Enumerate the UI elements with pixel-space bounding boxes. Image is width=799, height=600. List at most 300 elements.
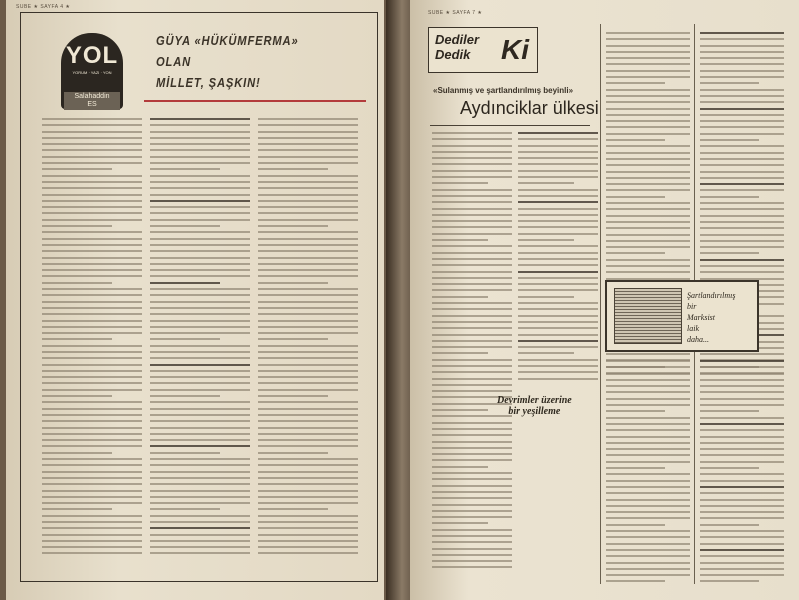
text-line <box>432 151 512 153</box>
text-line <box>432 334 512 336</box>
text-line <box>700 133 784 135</box>
text-line <box>606 423 690 425</box>
text-line <box>518 145 598 147</box>
text-line <box>258 118 358 120</box>
text-line <box>258 313 358 315</box>
text-line <box>150 540 250 542</box>
text-line <box>432 516 512 518</box>
text-line <box>258 275 358 277</box>
text-line <box>150 244 250 246</box>
text-line <box>700 240 784 242</box>
text-line <box>432 409 488 411</box>
text-line <box>258 414 358 416</box>
text-line <box>258 445 358 447</box>
text-line <box>432 296 488 298</box>
text-line <box>150 156 250 158</box>
text-line <box>432 321 512 323</box>
text-line <box>42 238 142 240</box>
text-line <box>432 535 512 537</box>
text-line <box>258 477 358 479</box>
text-line <box>432 189 512 191</box>
text-line <box>606 454 690 456</box>
text-line <box>432 434 512 436</box>
text-line <box>150 502 250 504</box>
text-line <box>606 373 690 375</box>
left-page <box>6 0 384 600</box>
text-line <box>518 334 598 336</box>
text-line <box>42 149 142 151</box>
text-line <box>42 338 112 340</box>
text-line <box>432 384 512 386</box>
text-line <box>150 326 250 328</box>
text-line <box>432 529 512 531</box>
text-line <box>42 546 142 548</box>
text-line <box>518 176 598 178</box>
inset-line-2: bir <box>687 302 697 311</box>
text-line <box>700 234 784 236</box>
text-line <box>700 208 784 210</box>
text-line <box>518 277 598 279</box>
text-line <box>432 277 512 279</box>
text-line <box>606 95 690 97</box>
text-line <box>42 181 142 183</box>
text-line <box>258 162 358 164</box>
text-line <box>606 480 690 482</box>
text-line <box>42 301 142 303</box>
text-column-1 <box>42 118 142 559</box>
text-line <box>42 464 142 466</box>
text-line <box>258 508 328 510</box>
text-line <box>432 283 512 285</box>
text-line <box>150 552 250 554</box>
text-line <box>606 499 690 501</box>
text-line <box>258 332 358 334</box>
text-line <box>150 515 250 517</box>
text-line <box>432 138 512 140</box>
text-line <box>700 265 784 267</box>
text-line <box>258 288 358 290</box>
text-line <box>258 345 358 347</box>
text-line <box>432 447 512 449</box>
text-line <box>258 219 358 221</box>
text-line <box>700 442 784 444</box>
text-line <box>606 45 690 47</box>
text-line <box>518 327 598 329</box>
text-line <box>42 401 142 403</box>
text-line <box>606 536 690 538</box>
text-line <box>258 496 358 498</box>
text-line <box>700 221 784 223</box>
text-line <box>150 288 250 290</box>
text-line <box>432 195 512 197</box>
text-line <box>258 194 358 196</box>
text-line <box>150 231 250 233</box>
text-line <box>606 398 690 400</box>
text-line <box>150 408 250 410</box>
text-line <box>42 282 112 284</box>
text-line <box>606 265 690 267</box>
text-line <box>42 250 142 252</box>
author-name: Salahaddin <box>74 93 110 100</box>
text-line <box>432 340 512 342</box>
right-text-column-6 <box>700 360 784 587</box>
text-line <box>150 313 250 315</box>
text-line <box>258 395 328 397</box>
text-line <box>700 360 784 362</box>
text-line <box>432 252 512 254</box>
text-line <box>518 132 598 134</box>
text-line <box>150 181 250 183</box>
text-line <box>150 307 250 309</box>
text-line <box>42 162 142 164</box>
text-line <box>700 152 784 154</box>
text-line <box>42 471 142 473</box>
text-line <box>518 214 598 216</box>
text-line <box>518 346 598 348</box>
text-line <box>42 307 142 309</box>
text-line <box>432 497 512 499</box>
text-line <box>42 206 142 208</box>
text-line <box>150 471 250 473</box>
text-line <box>432 214 512 216</box>
text-line <box>700 517 784 519</box>
text-line <box>432 504 512 506</box>
inset-box <box>605 280 759 352</box>
text-line <box>42 534 142 536</box>
text-line <box>700 120 784 122</box>
text-line <box>258 187 358 189</box>
text-line <box>42 414 142 416</box>
italic-head-line-1: Devrimler üzerine <box>497 395 572 406</box>
text-line <box>258 351 358 353</box>
text-line <box>432 170 512 172</box>
inset-caption <box>687 290 735 345</box>
text-line <box>518 378 598 380</box>
text-line <box>606 486 690 488</box>
text-line <box>150 206 250 208</box>
text-line <box>700 511 784 513</box>
text-line <box>700 89 784 91</box>
text-line <box>42 257 142 259</box>
text-line <box>700 101 784 103</box>
text-line <box>606 448 690 450</box>
text-line <box>150 275 250 277</box>
text-line <box>432 327 512 329</box>
text-line <box>42 263 142 265</box>
text-line <box>150 382 250 384</box>
text-line <box>150 294 250 296</box>
text-line <box>432 239 488 241</box>
text-line <box>258 357 358 359</box>
text-line <box>606 524 665 526</box>
text-line <box>700 410 759 412</box>
text-line <box>606 404 690 406</box>
dedi-logo-text <box>435 32 479 62</box>
text-line <box>258 433 358 435</box>
text-line <box>258 326 358 328</box>
text-line <box>518 321 598 323</box>
article-title: Aydınciklar ülkesi <box>460 98 599 118</box>
text-line <box>606 271 690 273</box>
text-line <box>42 156 142 158</box>
text-line <box>150 370 250 372</box>
text-line <box>606 574 690 576</box>
text-line <box>518 365 598 367</box>
text-line <box>150 137 250 139</box>
text-line <box>606 196 665 198</box>
text-line <box>700 549 784 551</box>
text-line <box>700 505 784 507</box>
text-line <box>150 212 250 214</box>
text-line <box>258 420 358 422</box>
text-line <box>258 143 358 145</box>
text-line <box>606 461 690 463</box>
text-line <box>518 233 598 235</box>
text-line <box>606 38 690 40</box>
text-line <box>518 352 574 354</box>
text-line <box>258 534 358 536</box>
text-line <box>258 452 328 454</box>
text-line <box>42 244 142 246</box>
text-line <box>518 296 574 298</box>
text-line <box>700 574 784 576</box>
text-line <box>518 195 598 197</box>
text-line <box>700 473 784 475</box>
text-line <box>518 359 598 361</box>
text-line <box>42 490 142 492</box>
text-line <box>150 458 250 460</box>
text-line <box>518 157 598 159</box>
text-line <box>432 378 512 380</box>
text-line <box>432 302 512 304</box>
text-line <box>150 143 250 145</box>
dedi-ki: Ki <box>501 34 529 65</box>
text-line <box>150 345 250 347</box>
text-line <box>606 76 690 78</box>
text-line <box>518 226 598 228</box>
text-line <box>432 264 512 266</box>
text-line <box>700 82 759 84</box>
text-line <box>700 562 784 564</box>
text-line <box>150 464 250 466</box>
text-line <box>150 483 250 485</box>
text-line <box>150 496 250 498</box>
text-line <box>606 429 690 431</box>
text-line <box>150 389 250 391</box>
text-line <box>606 442 690 444</box>
text-line <box>606 517 690 519</box>
text-column-2 <box>150 118 250 559</box>
text-line <box>700 145 784 147</box>
text-line <box>42 326 142 328</box>
text-line <box>606 530 690 532</box>
text-line <box>42 131 142 133</box>
text-line <box>606 114 690 116</box>
text-line <box>258 168 328 170</box>
text-line <box>518 252 598 254</box>
text-line <box>432 554 512 556</box>
text-line <box>258 370 358 372</box>
text-line <box>258 427 358 429</box>
headline-line-2: MİLLET, ŞAŞKIN! <box>156 75 261 90</box>
text-line <box>432 145 512 147</box>
text-line <box>700 404 784 406</box>
text-line <box>42 433 142 435</box>
text-line <box>432 289 512 291</box>
text-line <box>150 490 250 492</box>
text-line <box>150 508 220 510</box>
text-line <box>700 108 784 110</box>
inset-line-5: daha... <box>687 335 709 344</box>
text-line <box>700 196 759 198</box>
text-line <box>150 124 250 126</box>
text-line <box>258 439 358 441</box>
text-line <box>150 250 250 252</box>
text-line <box>606 234 690 236</box>
text-line <box>42 345 142 347</box>
text-line <box>150 420 250 422</box>
text-line <box>606 417 690 419</box>
headline <box>156 30 328 93</box>
text-line <box>700 158 784 160</box>
text-line <box>150 225 220 227</box>
text-line <box>700 429 784 431</box>
text-line <box>606 171 690 173</box>
text-line <box>606 467 665 469</box>
text-line <box>700 215 784 217</box>
text-line <box>42 496 142 498</box>
text-line <box>42 382 142 384</box>
text-line <box>150 477 250 479</box>
text-line <box>42 439 142 441</box>
text-line <box>606 145 690 147</box>
text-line <box>432 466 488 468</box>
text-line <box>700 171 784 173</box>
dedi-line-2: Dedik <box>435 47 471 62</box>
text-line <box>432 308 512 310</box>
text-line <box>42 452 112 454</box>
text-line <box>700 379 784 381</box>
text-line <box>150 238 250 240</box>
text-line <box>42 313 142 315</box>
text-line <box>606 549 690 551</box>
text-line <box>432 541 512 543</box>
text-line <box>432 560 512 562</box>
text-line <box>42 389 142 391</box>
text-line <box>150 168 220 170</box>
text-line <box>150 521 250 523</box>
left-folio: SUBE ★ SAYFA 4 ★ <box>16 4 71 10</box>
text-line <box>432 220 512 222</box>
text-line <box>606 436 690 438</box>
text-line <box>606 385 690 387</box>
text-line <box>258 490 358 492</box>
text-line <box>42 225 112 227</box>
text-line <box>258 124 358 126</box>
text-line <box>42 231 142 233</box>
text-line <box>42 395 112 397</box>
text-line <box>42 294 142 296</box>
text-line <box>150 162 250 164</box>
text-line <box>700 448 784 450</box>
text-line <box>258 206 358 208</box>
text-line <box>258 546 358 548</box>
text-line <box>150 364 250 366</box>
text-line <box>258 149 358 151</box>
text-line <box>42 540 142 542</box>
headline-line-1: GÜYA «HÜKÜMFERMA» OLAN <box>156 33 299 69</box>
text-line <box>258 338 328 340</box>
text-line <box>150 338 220 340</box>
column-divider <box>600 24 601 584</box>
text-line <box>42 168 112 170</box>
text-line <box>150 445 250 447</box>
right-text-column-1 <box>432 132 512 573</box>
text-line <box>606 492 690 494</box>
text-line <box>432 163 512 165</box>
article-kicker: «Sulanmış ve şartlandırılmış beyinli» <box>433 86 574 95</box>
text-line <box>150 175 250 177</box>
text-line <box>606 379 690 381</box>
text-line <box>700 246 784 248</box>
text-line <box>42 508 112 510</box>
text-line <box>42 118 142 120</box>
headline-rule <box>144 100 366 102</box>
text-line <box>700 271 784 273</box>
text-line <box>700 57 784 59</box>
text-line <box>258 307 358 309</box>
text-line <box>42 445 142 447</box>
text-line <box>606 240 690 242</box>
text-line <box>258 471 358 473</box>
dedi-line-1: Dediler <box>435 32 480 47</box>
text-line <box>606 562 690 564</box>
text-line <box>606 410 665 412</box>
text-line <box>258 231 358 233</box>
italic-head-line-2: bir yeşilleme <box>508 406 561 417</box>
text-line <box>432 453 512 455</box>
text-line <box>432 359 512 361</box>
text-line <box>150 401 250 403</box>
text-line <box>150 131 250 133</box>
text-line <box>518 271 598 273</box>
text-line <box>42 175 142 177</box>
text-line <box>432 346 512 348</box>
text-line <box>258 502 358 504</box>
text-line <box>606 152 690 154</box>
text-line <box>42 219 142 221</box>
text-line <box>42 143 142 145</box>
text-line <box>700 524 759 526</box>
inset-line-3: Marksist <box>687 313 715 322</box>
text-line <box>700 95 784 97</box>
text-line <box>700 461 784 463</box>
text-line <box>518 308 598 310</box>
text-line <box>42 351 142 353</box>
text-line <box>518 302 598 304</box>
text-line <box>42 502 142 504</box>
text-line <box>150 219 250 221</box>
text-line <box>150 527 250 529</box>
text-line <box>606 353 690 355</box>
text-line <box>700 486 784 488</box>
text-line <box>432 428 512 430</box>
text-line <box>700 63 784 65</box>
text-line <box>606 70 690 72</box>
text-line <box>42 527 142 529</box>
text-line <box>700 177 784 179</box>
text-line <box>606 543 690 545</box>
